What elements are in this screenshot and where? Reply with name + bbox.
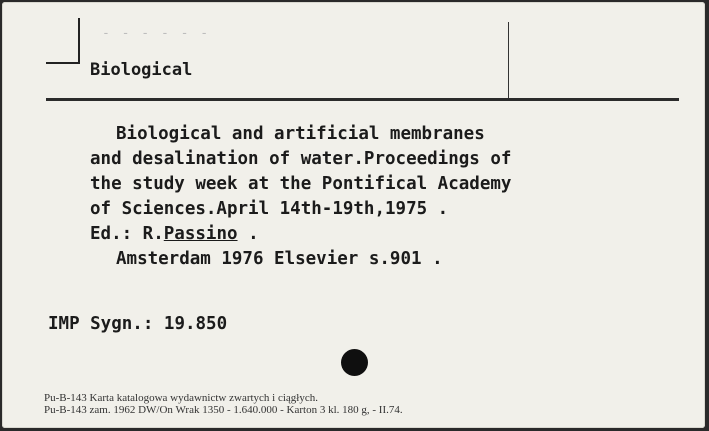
- faded-text: - - - - - -: [102, 26, 211, 41]
- column-divider: [508, 22, 509, 98]
- punch-hole: [341, 349, 368, 376]
- corner-mark-horizontal: [46, 62, 80, 64]
- editor-label: Ed.: R.: [90, 224, 164, 244]
- catalog-card: [2, 2, 705, 428]
- imp-value: 19.850: [163, 314, 228, 334]
- header-rule: [46, 98, 679, 101]
- editor-end: .: [237, 224, 259, 244]
- imp-label: IMP Sygn.:: [48, 314, 154, 334]
- corner-mark-vertical: [78, 18, 80, 64]
- footer-line-2: Pu-B-143 zam. 1962 DW/On Wrak 1350 - 1.640.000 - Karton 3 kl. 180 g, - II.74.: [44, 404, 403, 416]
- card-body: [90, 122, 511, 272]
- card-footer: [44, 392, 403, 416]
- body-line-4: of Sciences.April 14th-19th,1975 .: [90, 199, 449, 219]
- body-line-2: and desalination of water.Proceedings of: [90, 149, 512, 169]
- body-line-5: [90, 222, 511, 247]
- footer-line-1: Pu-B-143 Karta katalogowa wydawnictw zwartych i ciągłych.: [44, 392, 318, 404]
- body-line-6: Amsterdam 1976 Elsevier s.901 .: [116, 249, 443, 269]
- card-heading: Biological: [90, 60, 193, 80]
- editor-name: Passino: [163, 224, 238, 244]
- body-line-3: the study week at the Pontifical Academy: [90, 174, 512, 194]
- body-line-1: Biological and artificial membranes: [116, 124, 485, 144]
- imp-signature: [48, 314, 227, 334]
